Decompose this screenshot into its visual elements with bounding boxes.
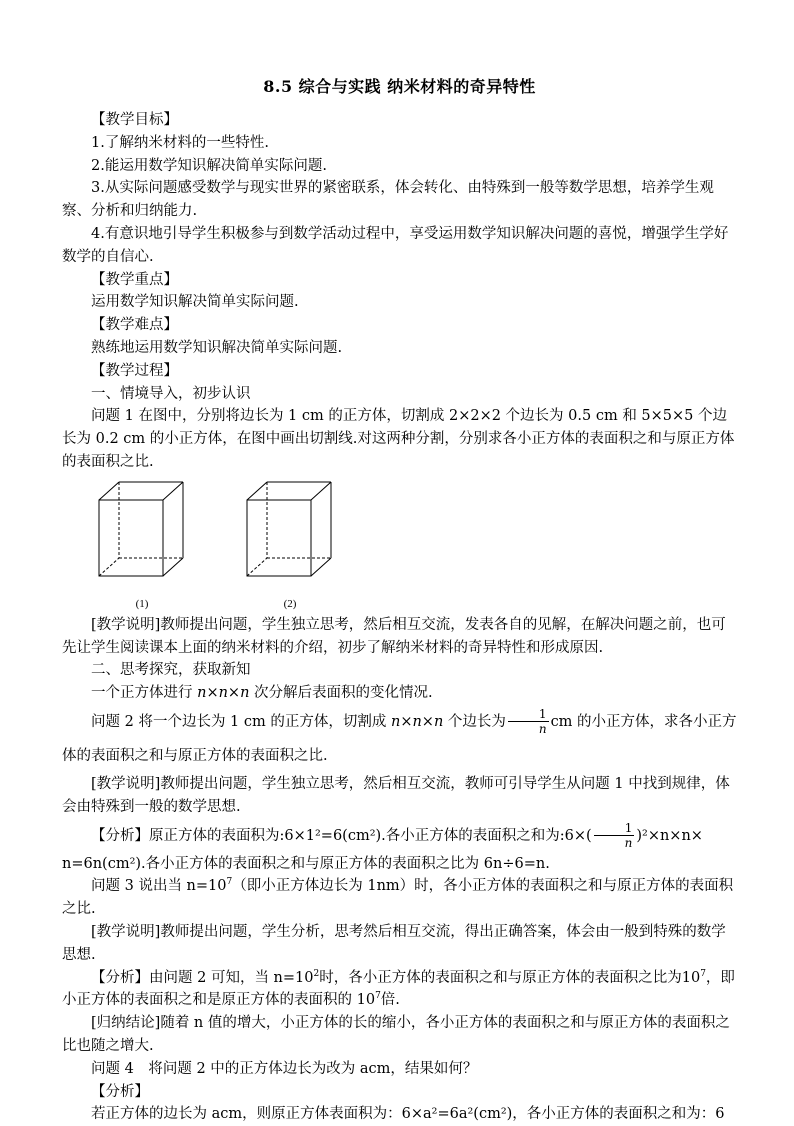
- conclusion: [归纳结论]随着 n 值的增大，小正方体的长的缩小，各小正方体的表面积之和与原正方体的表面积之比也随之增大.: [62, 1015, 730, 1054]
- analysis-2-text: 原正方体的表面积为:6×1²=6(cm²).各小正方体的表面积之和为:6×(: [149, 827, 592, 844]
- difficulty-header: 【教学难点】: [91, 317, 178, 334]
- fraction-numerator: 1: [508, 707, 549, 722]
- analysis-label: 【分析】: [91, 969, 149, 986]
- cube-figure-2: [245, 480, 335, 610]
- fraction-numerator: 1: [594, 821, 635, 836]
- exponent: 7: [375, 991, 381, 1002]
- intro-2-text: 一个正方体进行: [91, 685, 198, 702]
- goal-item: 4.有意识地引导学生积极参与到数学活动过程中，享受运用数学知识解决问题的喜悦，增强学生学好数学的自信心.: [62, 225, 729, 265]
- intro-2-text: 次分解后表面积的变化情况.: [249, 685, 433, 702]
- exponent: 2: [313, 968, 320, 979]
- exponent: 7: [700, 968, 706, 979]
- figure-label-1: (1): [135, 597, 149, 610]
- fraction-denominator: n: [624, 836, 633, 851]
- exponent: 7: [226, 877, 233, 888]
- key-header: 【教学重点】: [91, 271, 178, 288]
- question-2-text: 个边长为: [443, 713, 506, 730]
- cube-drawing-1: [97, 480, 187, 592]
- teaching-note-1: [教学说明]教师提出问题，学生独立思考，然后相互交流，发表各自的见解，在解决问题之前，也可先让学生阅读课本上面的纳米材料的介绍，初步了解纳米材料的奇异特性和形成原因.: [62, 616, 726, 656]
- goal-item: 1.了解纳米材料的一些特性.: [91, 134, 269, 151]
- teaching-note-2: [教学说明]教师提出问题，学生独立思考，然后相互交流，教师可引导学生从问题 1 中找到规律，体会由特殊到一般的数学思想.: [62, 775, 730, 815]
- analysis-2-cont: n=6n(cm²).各小正方体的表面积之和与原正方体的表面积之比为 6n÷6=n.: [62, 855, 550, 872]
- goals-header: 【教学目标】: [91, 112, 178, 128]
- goal-item: 3.从实际问题感受数学与现实世界的紧密联系，体会转化、由特殊到一般等数学思想，培养学生观察、分析和归纳能力.: [62, 180, 714, 220]
- analysis-4-label: 【分析】: [91, 1083, 149, 1100]
- question-3: [62, 875, 737, 921]
- process-header: 【教学过程】: [91, 362, 178, 379]
- fraction-1-over-n: [594, 821, 635, 850]
- math-nxnxn: n×n×n: [390, 713, 444, 730]
- analysis-2-text: )²×n×n×: [636, 827, 703, 844]
- analysis-3-text: 时，各小正方体的表面积之和与原正方体的表面积之比为: [319, 969, 682, 986]
- question-2-text: 问题 2 将一个边长为 1 cm 的正方体，切割成: [91, 713, 391, 730]
- page-title: 8.5 综合与实践 纳米材料的奇异特性: [263, 77, 536, 96]
- analysis-4: 若正方体的边长为 acm，则原正方体表面积为：6×a²=6a²(cm²)，各小正方体的表面积之和为：6: [91, 1106, 725, 1123]
- figure-label-2: (2): [283, 597, 297, 610]
- fraction-denominator: n: [538, 722, 547, 737]
- question-2-text: cm 的小正方体，求各小正方体的表面积之和与原正方体的表面积之比.: [62, 713, 737, 764]
- difficulty-text: 熟练地运用数学知识解决简单实际问题.: [91, 339, 343, 356]
- cube-drawing-2: [245, 480, 335, 592]
- question-3-text: （即小正方体边长为 1nm）时，各小正方体的表面积之和与原正方体的表面积之比.: [62, 878, 734, 918]
- goal-item: 2.能运用数学知识解决简单实际问题.: [91, 157, 327, 174]
- intro-2: [62, 682, 737, 705]
- question-3-text: 问题 3 说出当 n=10: [91, 878, 227, 895]
- analysis-3-text: 10: [681, 969, 701, 986]
- fraction-1-over-n: [508, 707, 549, 736]
- analysis-3: [62, 967, 737, 1013]
- analysis-3-text: 倍.: [380, 992, 400, 1009]
- question-1: 问题 1 在图中，分别将边长为 1 cm 的正方体，切割成 2×2×2 个边长为 0.5 cm 和 5×5×5 个边长为 0.2 cm 的小正方体，在图中画出切割线.对这两种分割，分别求各小正方体的表面积之和与原正方体的表面积之比.: [62, 408, 735, 470]
- analysis-3-text: ，即小正方体的表面积之和是原正方体的表面积的 10: [62, 969, 735, 1009]
- section-heading: 二、思考探究，获取新知: [91, 662, 251, 679]
- question-2: [62, 705, 737, 773]
- question-4: 问题 4 将问题 2 中的正方体边长为改为 acm，结果如何？: [91, 1060, 478, 1077]
- teaching-note-3: [教学说明]教师提出问题，学生分析，思考然后相互交流，得出正确答案，体会由一般到特殊的数学思想.: [62, 923, 726, 963]
- key-text: 运用数学知识解决简单实际问题.: [91, 294, 299, 311]
- analysis-2: [62, 819, 737, 853]
- document-page: [62, 70, 737, 1126]
- math-nxnxn: n×n×n: [197, 685, 250, 702]
- analysis-label: 【分析】: [91, 827, 149, 844]
- cube-figure-1: [97, 480, 187, 610]
- analysis-3-text: 由问题 2 可知，当 n=10: [149, 969, 314, 986]
- cube-figures: [62, 478, 737, 608]
- section-heading: 一、情境导入，初步认识: [91, 385, 251, 402]
